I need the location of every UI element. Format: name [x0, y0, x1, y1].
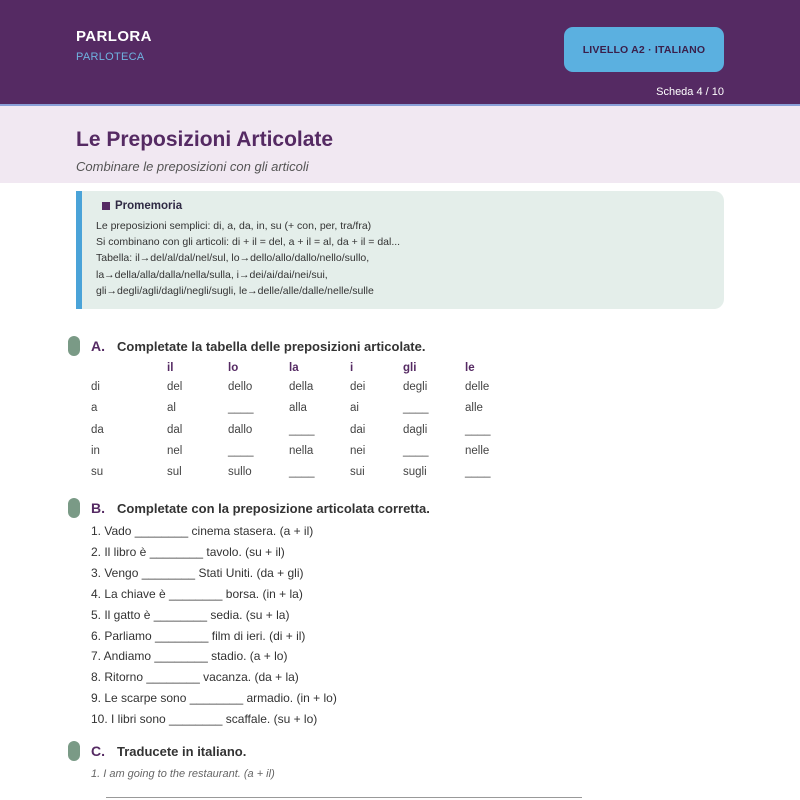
- section-b-title: Completate con la preposizione articolata corretta.: [117, 501, 430, 516]
- reminder-line: la→della/alla/dalla/nella/sulla, i→dei/ai/dai/nei/sui,: [96, 268, 328, 281]
- exercise-item[interactable]: 8. Ritorno ________ vacanza. (da + la): [91, 670, 299, 685]
- square-bullet-icon: [102, 202, 110, 210]
- table-header-cell: la: [289, 362, 299, 374]
- table-header-cell: i: [350, 362, 354, 374]
- table-blank-cell[interactable]: ____: [465, 424, 491, 436]
- section-c-title: Traducete in italiano.: [117, 744, 247, 759]
- section-a-letter: A.: [91, 338, 105, 354]
- table-header-cell: il: [167, 362, 174, 374]
- table-cell: della: [289, 381, 314, 393]
- answer-line[interactable]: [106, 797, 582, 798]
- table-header-cell: gli: [403, 362, 417, 374]
- table-blank-cell[interactable]: ____: [403, 402, 429, 414]
- brand-name: PARLORA: [76, 28, 152, 45]
- table-cell: nella: [289, 445, 314, 457]
- table-cell: dei: [350, 381, 366, 393]
- table-blank-cell[interactable]: ____: [289, 424, 315, 436]
- table-cell: alla: [289, 402, 307, 414]
- table-row-label: in: [91, 445, 100, 457]
- section-c-letter: C.: [91, 743, 105, 759]
- table-cell: sui: [350, 466, 365, 478]
- table-cell: sul: [167, 466, 182, 478]
- table-cell: dallo: [228, 424, 253, 436]
- table-blank-cell[interactable]: ____: [403, 445, 429, 457]
- exercise-item[interactable]: 5. Il gatto è ________ sedia. (su + la): [91, 607, 290, 622]
- page-title: Le Preposizioni Articolate: [76, 128, 334, 151]
- table-blank-cell[interactable]: ____: [289, 466, 315, 478]
- table-cell: nelle: [465, 445, 490, 457]
- table-cell: alle: [465, 402, 483, 414]
- reminder-line: Le preposizioni semplici: di, a, da, in, su (+ con, per, tra/fra): [96, 220, 372, 232]
- section-a-title: Completate la tabella delle preposizioni articolate.: [117, 339, 426, 354]
- section-marker: [68, 741, 80, 761]
- sub-brand: PARLOTECA: [76, 51, 145, 63]
- exercise-item[interactable]: 4. La chiave è ________ borsa. (in + la): [91, 586, 303, 601]
- table-cell: dai: [350, 424, 366, 436]
- section-marker: [68, 336, 80, 356]
- exercise-item[interactable]: 7. Andiamo ________ stadio. (a + lo): [91, 649, 288, 664]
- table-cell: dagli: [403, 424, 428, 436]
- page-subtitle: Combinare le preposizioni con gli articoli: [76, 159, 309, 174]
- reminder-line: gli→degli/agli/dagli/negli/sugli, le→delle/alle/dalle/nelle/sulle: [96, 284, 374, 297]
- reminder-box: [76, 191, 724, 309]
- table-cell: dello: [228, 381, 253, 393]
- table-blank-cell[interactable]: ____: [465, 466, 491, 478]
- table-row-label: a: [91, 402, 98, 414]
- table-cell: nel: [167, 445, 183, 457]
- table-blank-cell[interactable]: ____: [228, 402, 254, 414]
- table-header-cell: le: [465, 362, 475, 374]
- table-cell: nei: [350, 445, 366, 457]
- table-row-label: da: [91, 424, 104, 436]
- table-cell: al: [167, 402, 176, 414]
- exercise-item[interactable]: 9. Le scarpe sono ________ armadio. (in + lo): [91, 691, 337, 706]
- reminder-line: Tabella: il→del/al/dal/nel/sul, lo→dello/allo/dallo/nello/sullo,: [96, 252, 370, 265]
- table-row-label: di: [91, 381, 100, 393]
- table-blank-cell[interactable]: ____: [228, 445, 254, 457]
- reminder-text: [96, 218, 400, 299]
- exercise-item[interactable]: 3. Vengo ________ Stati Uniti. (da + gli): [91, 565, 304, 580]
- table-cell: delle: [465, 381, 490, 393]
- exercise-item[interactable]: 10. I libri sono ________ scaffale. (su + lo): [91, 712, 318, 727]
- table-cell: sugli: [403, 466, 427, 478]
- table-cell: ai: [350, 402, 359, 414]
- table-header-cell: lo: [228, 362, 239, 374]
- table-cell: del: [167, 381, 183, 393]
- translation-item: 1. I am going to the restaurant. (a + il): [91, 768, 275, 780]
- reminder-heading: [102, 200, 182, 212]
- exercise-item[interactable]: 2. Il libro è ________ tavolo. (su + il): [91, 544, 285, 559]
- sheet-number: Scheda 4 / 10: [656, 86, 724, 98]
- reminder-line: Si combinano con gli articoli: di + il = del, a + il = al, da + il = dal...: [96, 236, 401, 249]
- table-row-label: su: [91, 466, 104, 478]
- reminder-title: Promemoria: [115, 200, 183, 212]
- table-cell: dal: [167, 424, 183, 436]
- table-cell: degli: [403, 381, 428, 393]
- section-b-letter: B.: [91, 500, 105, 516]
- table-cell: sullo: [228, 466, 252, 478]
- exercise-item[interactable]: 6. Parliamo ________ film di ieri. (di + il): [91, 628, 306, 643]
- section-marker: [68, 498, 80, 518]
- level-badge: LIVELLO A2 · ITALIANO: [564, 27, 724, 72]
- exercise-item[interactable]: 1. Vado ________ cinema stasera. (a + il): [91, 524, 314, 538]
